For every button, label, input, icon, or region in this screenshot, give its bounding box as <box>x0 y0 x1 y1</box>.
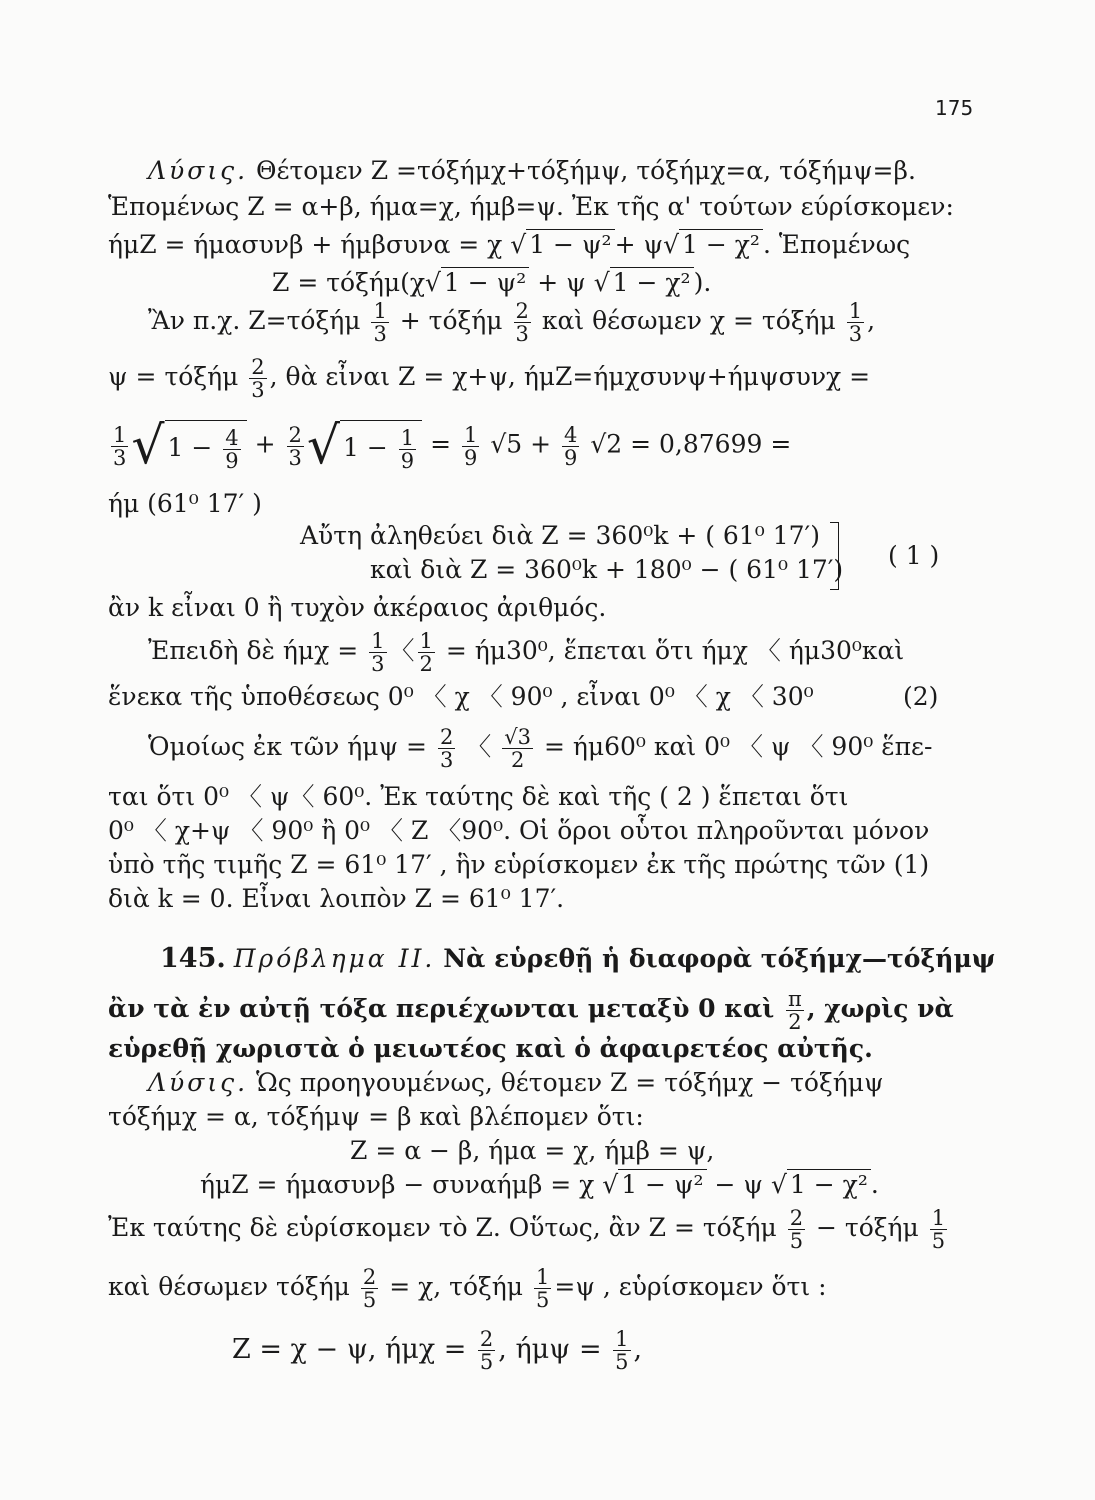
text: ). <box>693 268 712 297</box>
text: Ἐπειδὴ δὲ ήμχ = <box>148 636 359 666</box>
den: 5 <box>931 1229 946 1254</box>
text: = χ, τόξήμ <box>389 1272 524 1302</box>
text: Ζ = χ − ψ, ήμχ = <box>232 1334 467 1366</box>
num: 2 <box>479 1327 494 1351</box>
fraction <box>462 424 479 469</box>
text: 〈 <box>389 636 415 666</box>
radical <box>618 1172 706 1197</box>
line-3 <box>108 232 910 257</box>
num: 1 <box>615 1327 629 1351</box>
line-2: Ἑπομένως Ζ = α+β, ήμα=χ, ήμβ=ψ. Ἐκ τῆς α' τούτων εύρίσκομεν: <box>108 192 954 221</box>
radicand: 1 − ψ² <box>526 229 614 259</box>
text: ήμΖ = ήμασυνβ + ήμβσυνα = χ √ <box>108 230 527 259</box>
num: π <box>788 987 802 1011</box>
text: = <box>430 429 452 459</box>
num: 1 <box>464 422 478 447</box>
den: 5 <box>536 1288 550 1313</box>
num: 2 <box>288 422 302 447</box>
text: 1 − <box>343 433 396 463</box>
radicand: 1 − χ² <box>610 267 694 297</box>
problem-number: 145. <box>160 943 226 974</box>
radicand: 1 − χ² <box>679 229 763 259</box>
problem-label: Πρόβλημα ΙΙ. <box>233 944 436 973</box>
fraction <box>502 726 533 771</box>
line-6 <box>108 356 870 401</box>
line-8: ήμ (61⁰ 17′ ) <box>108 489 262 518</box>
line-27 <box>108 1266 827 1311</box>
num: 1 <box>400 426 415 450</box>
text: + ψ√ <box>614 230 680 259</box>
fraction <box>249 356 266 401</box>
radical <box>679 232 763 257</box>
den: 9 <box>464 445 478 470</box>
page-number: 175 <box>935 96 974 120</box>
num: 1 <box>536 1265 550 1289</box>
line-23: τόξήμχ = α, τόξήμψ = β καὶ βλέπομεν ὅτι: <box>108 1102 644 1131</box>
radicand <box>165 420 247 472</box>
line-16: 0⁰ 〈 χ+ψ 〈 90⁰ ἢ 0⁰ 〈 Ζ 〈90⁰. Οἱ ὅροι οὗτοι πληροῦνται μόνον <box>108 816 930 845</box>
radical <box>610 270 694 295</box>
line-20 <box>108 988 954 1033</box>
text: , <box>633 1334 643 1366</box>
num: 1 <box>848 299 863 323</box>
text: 〈 <box>466 732 492 762</box>
fraction <box>930 1207 947 1252</box>
fraction <box>534 1266 551 1311</box>
text: √5 + <box>490 429 552 459</box>
line-5 <box>148 300 875 345</box>
den: 2 <box>419 652 433 677</box>
den: 3 <box>251 378 265 403</box>
den: 5 <box>789 1229 804 1254</box>
line-22 <box>148 1070 884 1095</box>
line-11: ἂν k εἶναι 0 ἢ τυχὸν ἀκέραιος ἀριθμός. <box>108 593 607 622</box>
line-1-text: Θέτομεν Ζ =τόξήμχ+τόξήμψ, τόξήμχ=α, τόξήμψ=β. <box>256 156 916 185</box>
num: 2 <box>515 299 529 323</box>
line-13 <box>108 684 814 709</box>
fraction <box>418 630 435 675</box>
line-10: καὶ διὰ Ζ = 360⁰k + 180⁰ − ( 61⁰ 17′) <box>370 555 844 584</box>
den: 9 <box>225 449 239 474</box>
text: − τόξήμ <box>816 1213 919 1243</box>
fraction <box>223 427 240 472</box>
den: 9 <box>400 449 415 474</box>
problem-text: Νὰ εὑρεθῇ ἡ διαφορὰ τόξήμχ—τόξήμψ <box>443 944 996 973</box>
fraction <box>438 726 455 771</box>
den: 9 <box>564 445 578 470</box>
text: , θὰ εἶναι Ζ = χ+ψ, ήμΖ=ήμχσυνψ+ήμψσυνχ = <box>269 362 871 392</box>
radical <box>441 270 529 295</box>
radical <box>340 420 422 472</box>
text: Ὡς προηγουμένως, θέτομεν Ζ = τόξήμχ − τόξήμψ <box>256 1068 884 1097</box>
solution-label: Λύσις. <box>148 156 249 185</box>
text: Ἐκ ταύτης δὲ εὑρίσκομεν τὸ Ζ. Οὕτως, ἂν Ζ = τόξήμ <box>108 1213 777 1243</box>
text: , χωρὶς νὰ <box>806 994 954 1024</box>
equation-tag-1: ( 1 ) <box>888 541 940 570</box>
num: 1 <box>371 629 385 653</box>
fraction <box>847 300 864 345</box>
num: √3 <box>504 725 531 749</box>
line-7 <box>108 416 792 477</box>
num: 1 <box>113 422 127 447</box>
text: √2 = 0,87699 = <box>590 429 792 459</box>
text: , <box>867 306 876 336</box>
line-26 <box>108 1207 950 1252</box>
num: 2 <box>362 1265 377 1289</box>
den: 2 <box>510 748 525 773</box>
text: =ψ , εὑρίσκομεν ὅτι : <box>554 1272 827 1302</box>
text: ψ = τόξήμ <box>108 362 239 392</box>
big-radical-sign: √ <box>306 416 341 477</box>
solution-label-2: Λύσις. <box>148 1068 249 1097</box>
fraction <box>562 424 579 469</box>
den: 3 <box>371 652 385 677</box>
line-4 <box>272 270 711 295</box>
num: 4 <box>225 426 239 450</box>
text: 1 − <box>167 433 221 463</box>
num: 1 <box>419 629 433 653</box>
fraction <box>361 1266 378 1311</box>
radicand <box>340 420 422 472</box>
fraction <box>399 427 416 472</box>
text: , ήμψ = <box>498 1334 602 1366</box>
text: Ἂν π.χ. Ζ=τόξήμ <box>148 306 361 336</box>
radicand: 1 − ψ² <box>618 1169 706 1199</box>
text: = ήμ30⁰, ἕπεται ὅτι ήμχ 〈 ήμ30⁰καὶ <box>445 636 905 666</box>
line-12 <box>148 630 904 675</box>
radical <box>526 232 614 257</box>
num: 2 <box>251 355 265 379</box>
line-25 <box>200 1172 879 1197</box>
den: 3 <box>439 748 454 773</box>
num: 2 <box>439 725 454 749</box>
fraction <box>786 988 804 1033</box>
den: 2 <box>788 1010 802 1035</box>
den: 5 <box>615 1350 629 1375</box>
radical <box>787 1172 871 1197</box>
equation-brace <box>830 522 839 590</box>
num: 2 <box>789 1206 804 1230</box>
text: + τόξήμ <box>399 306 503 336</box>
line-9: Αὔτη ἀληθεύει διὰ Ζ = 360⁰k + ( 61⁰ 17′) <box>300 521 820 550</box>
radicand: 1 − ψ² <box>441 267 529 297</box>
fraction <box>111 424 128 469</box>
line-1 <box>148 158 916 183</box>
fraction <box>371 300 388 345</box>
num: 4 <box>564 422 578 447</box>
problem-145-heading <box>160 945 995 972</box>
den: 5 <box>479 1350 494 1375</box>
line-24: Ζ = α − β, ήμα = χ, ήμβ = ψ, <box>350 1136 715 1165</box>
line-21: εὑρεθῇ χωριστὰ ὁ μειωτέος καὶ ὁ ἀφαιρετέος αὐτῆς. <box>108 1034 873 1063</box>
text: ἕνεκα τῆς ὑποθέσεως 0⁰ 〈 χ 〈 90⁰ , εἶναι 0⁰ 〈 χ 〈 30⁰ <box>108 682 814 711</box>
text: Ὁμοίως ἐκ τῶν ήμψ = <box>148 732 427 762</box>
den: 5 <box>362 1288 377 1313</box>
text: − ψ √ <box>714 1170 787 1199</box>
den: 3 <box>848 322 863 347</box>
radicand: 1 − χ² <box>787 1169 871 1199</box>
den: 3 <box>373 322 387 347</box>
fraction <box>369 630 386 675</box>
num: 1 <box>931 1206 946 1230</box>
text: καὶ θέσωμεν τόξήμ <box>108 1272 350 1302</box>
text: . <box>870 1170 879 1199</box>
fraction <box>478 1328 495 1373</box>
fraction <box>287 424 304 469</box>
text: καὶ θέσωμεν χ = τόξήμ <box>541 306 836 336</box>
big-radical-sign: √ <box>131 416 165 477</box>
line-14 <box>148 726 932 771</box>
text: + <box>254 429 276 459</box>
fraction <box>613 1328 630 1373</box>
equation-tag-2: (2) <box>903 682 939 711</box>
den: 3 <box>515 322 529 347</box>
text: ἂν τὰ ἐν αὐτῇ τόξα περιέχωνται μεταξὺ 0 καὶ <box>108 994 775 1024</box>
text: = ήμ60⁰ καὶ 0⁰ 〈 ψ 〈 90⁰ ἕπε- <box>543 732 933 762</box>
text: + ψ √ <box>537 268 610 297</box>
den: 3 <box>113 445 127 470</box>
fraction <box>788 1207 805 1252</box>
line-18: διὰ k = 0. Εἶναι λοιπὸν Ζ = 61⁰ 17′. <box>108 884 565 913</box>
den: 3 <box>288 445 302 470</box>
radical <box>165 420 247 472</box>
text: Ζ = τόξήμ(χ√ <box>272 268 441 297</box>
num: 1 <box>373 299 387 323</box>
text: ήμΖ = ήμασυνβ − συναήμβ = χ √ <box>200 1170 619 1199</box>
line-28 <box>232 1328 642 1373</box>
line-17: ὑπὸ τῆς τιμῆς Ζ = 61⁰ 17′ , ἣν εὑρίσκομεν ἐκ τῆς πρώτης τῶν (1) <box>108 850 930 879</box>
line-15: ται ὅτι 0⁰ 〈 ψ〈 60⁰. Ἐκ ταύτης δὲ καὶ τῆς ( 2 ) ἕπεται ὅτι <box>108 782 849 811</box>
fraction <box>514 300 531 345</box>
text: . Ἑπομένως <box>762 230 911 259</box>
